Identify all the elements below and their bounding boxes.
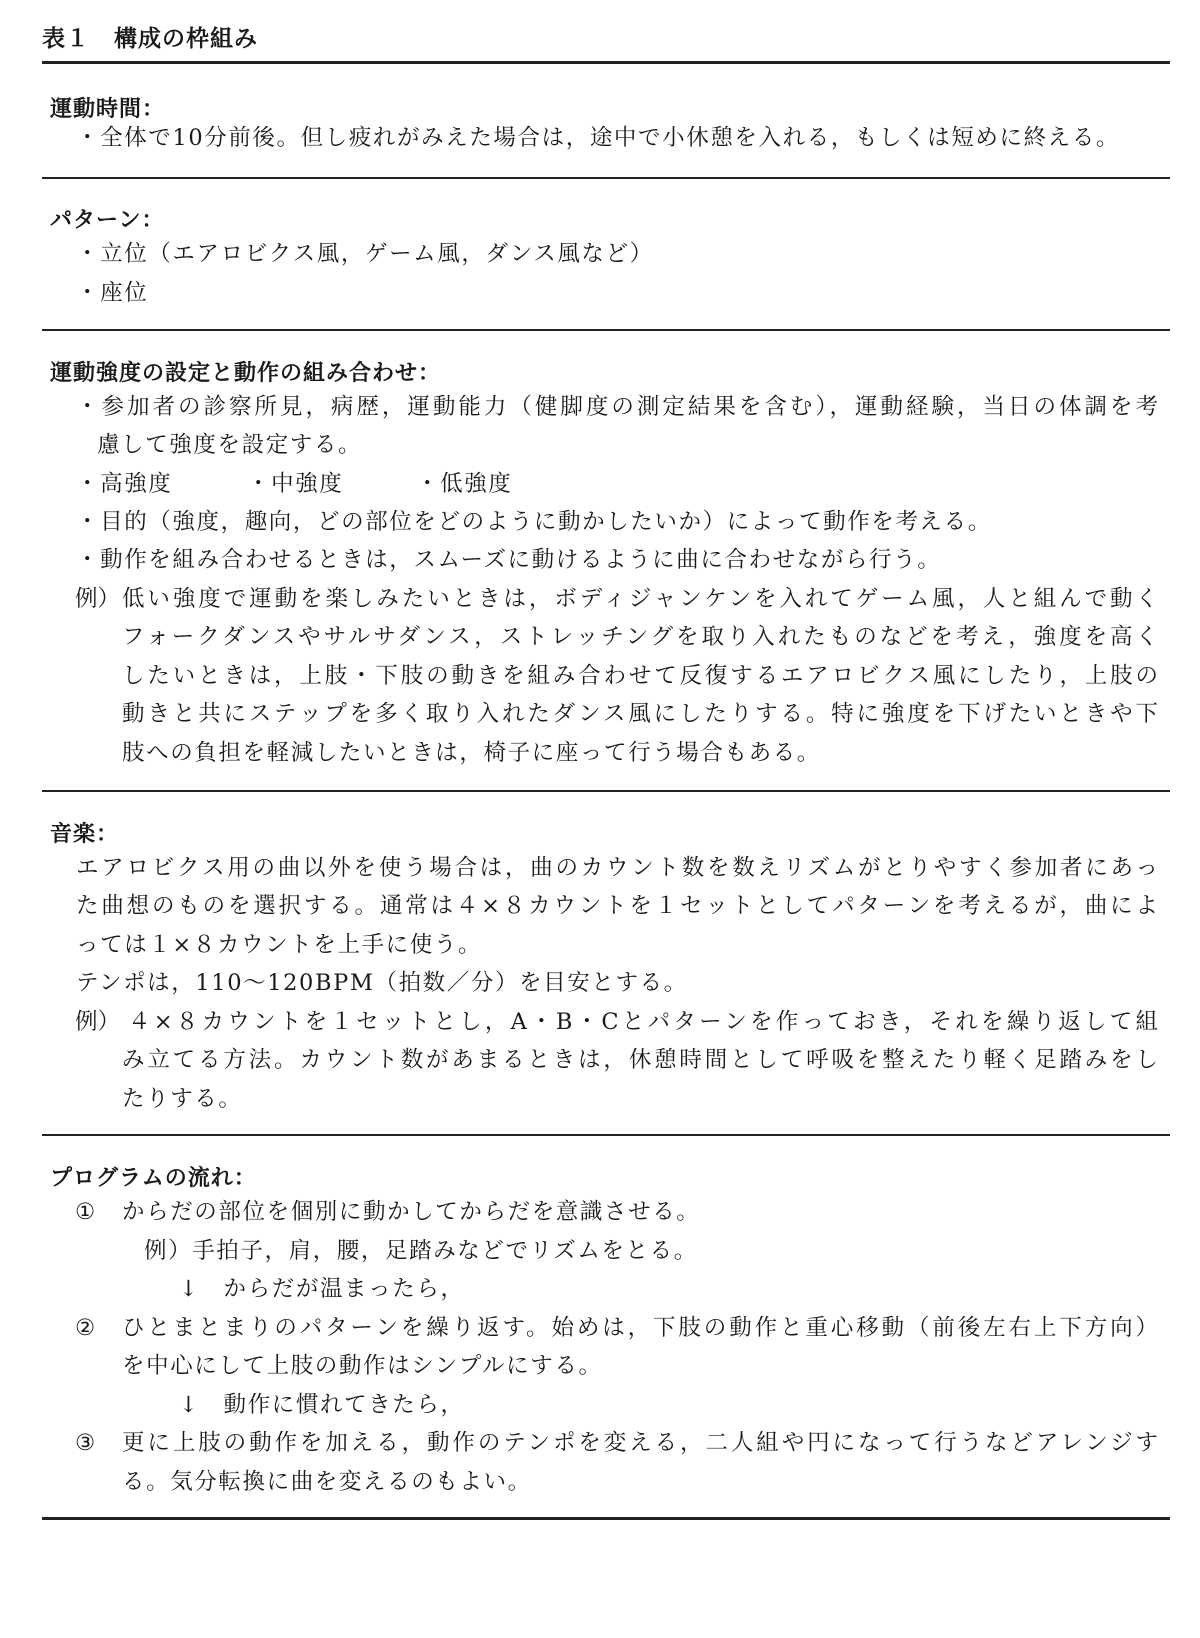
section-heading-pattern: パターン：	[50, 208, 165, 233]
intensity-level-high: ・高強度	[76, 471, 173, 497]
divider-1	[42, 177, 1170, 179]
transition-1: ↓ からだが温まったら，	[179, 1276, 465, 1302]
step-1-example: 例）手拍子，肩，腰，足踏みなどでリズムをとる。	[144, 1238, 698, 1264]
step-number-3: ③	[75, 1430, 96, 1456]
divider-2	[42, 329, 1170, 331]
music-example-line-3: たりする。	[122, 1086, 243, 1112]
intensity-example-line-1: 低い強度で運動を楽しみたいときは，ボディジャンケンを入れてゲーム風，人と組んで動く	[122, 586, 1158, 612]
intensity-level-low: ・低強度	[416, 471, 513, 497]
step-number-2: ②	[75, 1315, 96, 1341]
section-heading-music: 音楽：	[50, 822, 120, 847]
time-line-1: ・全体で10分前後。但し疲れがみえた場合は，途中で小休憩を入れる，もしくは短めに終える。	[76, 125, 1121, 151]
music-example-line-2: み立てる方法。カウント数があまるときは，休憩時間として呼吸を整えたり軽く足踏みをし	[122, 1047, 1158, 1073]
intensity-line-1a: ・参加者の診察所見，病歴，運動能力（健脚度の測定結果を含む），運動経験，当日の体調を考	[76, 394, 1158, 420]
table-title: 表１ 構成の枠組み	[42, 26, 258, 52]
pattern-line-1: ・立位（エアロビクス風，ゲーム風，ダンス風など）	[76, 241, 654, 267]
intensity-example-label: 例）	[75, 586, 121, 612]
step-1-text: からだの部位を個別に動かしてからだを意識させる。	[122, 1199, 701, 1225]
divider-4	[42, 1134, 1170, 1136]
step-3-text-b: る。気分転換に曲を変えるのもよい。	[122, 1469, 532, 1495]
step-number-1: ①	[75, 1199, 96, 1225]
section-heading-time: 運動時間：	[50, 97, 166, 122]
intensity-line-4: ・動作を組み合わせるときは，スムーズに動けるように曲に合わせながら行う。	[76, 547, 942, 573]
music-line-2: た曲想のものを選択する。通常は４×８カウントを１セットとしてパターンを考えるが，曲によ	[76, 893, 1158, 919]
step-2-text-a: ひとまとまりのパターンを繰り返す。始めは，下肢の動作と重心移動（前後左右上下方向）	[122, 1315, 1158, 1341]
top-rule	[42, 61, 1170, 64]
music-example-line-1: ４×８カウントを１セットとし，A・B・Cとパターンを作っておき，それを繰り返して組	[128, 1009, 1158, 1035]
pattern-line-2: ・座位	[76, 280, 149, 306]
section-heading-intensity: 運動強度の設定と動作の組み合わせ：	[50, 361, 442, 386]
intensity-example-line-4: 動きと共にステップを多く取り入れたダンス風にしたりする。特に強度を下げたいときや下	[122, 701, 1158, 727]
intensity-level-mid: ・中強度	[247, 471, 344, 497]
section-heading-flow: プログラムの流れ：	[50, 1166, 257, 1191]
step-2-text-b: を中心にして上肢の動作はシンプルにする。	[122, 1353, 603, 1379]
intensity-example-line-5: 肢への負担を軽減したいときは，椅子に座って行う場合もある。	[122, 740, 821, 766]
intensity-line-1b: 慮して強度を設定する。	[97, 432, 363, 458]
divider-3	[42, 790, 1170, 792]
transition-2: ↓ 動作に慣れてきたら，	[179, 1392, 465, 1418]
step-3-text-a: 更に上肢の動作を加える，動作のテンポを変える，二人組や円になって行うなどアレンジす	[122, 1430, 1158, 1456]
music-line-3: っては１×８カウントを上手に使う。	[76, 932, 483, 958]
intensity-line-3: ・目的（強度，趣向，どの部位をどのように動かしたいか）によって動作を考える。	[76, 509, 992, 535]
music-line-4: テンポは，110～120BPM（拍数／分）を目安とする。	[76, 970, 688, 996]
intensity-example-line-2: フォークダンスやサルサダンス，ストレッチングを取り入れたものなどを考え，強度を高く	[122, 624, 1158, 650]
intensity-example-line-3: したいときは，上肢・下肢の動きを組み合わせて反復するエアロビクス風にしたり，上肢の	[122, 663, 1158, 689]
music-line-1: エアロビクス用の曲以外を使う場合は，曲のカウント数を数えリズムがとりやすく参加者にあっ	[76, 855, 1158, 881]
bottom-rule	[42, 1517, 1170, 1520]
music-example-label: 例）	[75, 1009, 121, 1035]
